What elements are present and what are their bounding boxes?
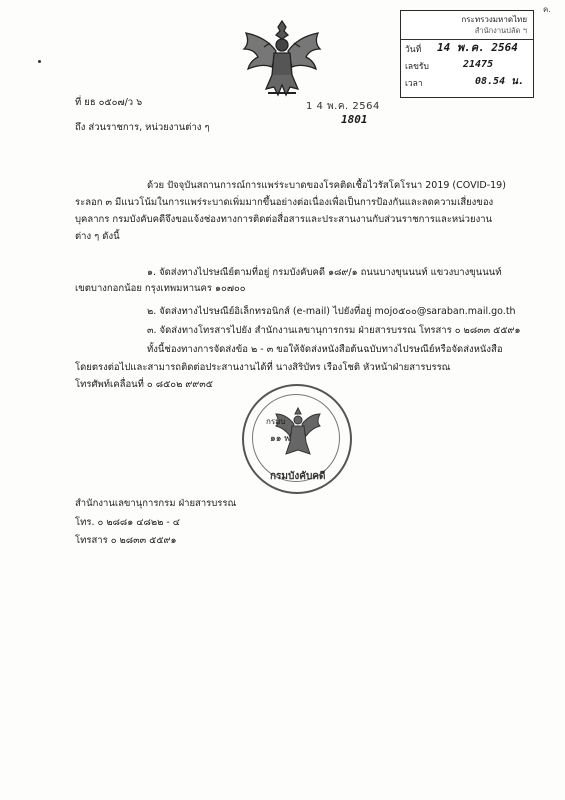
received-date-stamp: 1 4 พ.ค. 2564 [306, 101, 380, 112]
received-number-handwritten: 1801 [341, 113, 368, 126]
footer-fax: โทรสาร ๐ ๒๘๓๓ ๕๕๙๑ [75, 535, 177, 546]
para2-line1: ทั้งนี้ช่องทางการจัดส่งข้อ ๒ - ๓ ขอให้จัดส่งหนังสือต้นฉบับทางไปรษณีย์หรือจัดส่งหนังสือ [147, 344, 503, 355]
stamp-dept: สำนักงานปลัด ฯ [474, 26, 527, 35]
item1-line1: ๑. จัดส่งทางไปรษณีย์ตามที่อยู่ กรมบังคับคดี ๑๘๙/๑ ถนนบางขุนนนท์ แขวงบางขุนนนท์ [147, 267, 502, 278]
para1-line4: ต่าง ๆ ดังนี้ [75, 231, 120, 242]
stamp-org: กระทรวงมหาดไทย [461, 15, 527, 24]
to-line: ถึง ส่วนราชการ, หน่วยงานต่าง ๆ [75, 122, 210, 133]
para1-line2: ระลอก ๓ มีแนวโน้มในการแพร่ระบาดเพิ่มมากขึ้นอย่างต่อเนื่องเพื่อเป็นการป้องกันและลดความเสี่ยงของ [75, 197, 494, 208]
speck-mark [38, 60, 41, 63]
seal-date-text: ๑๑ พ [270, 434, 291, 444]
corner-note: ค. [543, 5, 551, 14]
footer-tel: โทร. ๐ ๒๘๘๑ ๔๘๒๒ - ๔ [75, 517, 180, 528]
para2-line3: โทรศัพท์เคลื่อนที่ ๐ ๘๕๐๒ ๙๙๓๕ [75, 379, 213, 390]
item1-line2: เขตบางกอกน้อย กรุงเทพมหานคร ๑๐๗๐๐ [75, 283, 246, 294]
para2-line2: โดยตรงต่อไปและสามารถติดต่อประสานงานได้ที่ นางสิริบัทร เรืองโชติ หัวหน้าฝ่ายสารบรรณ [75, 362, 451, 373]
stamp-num-value: 21475 [463, 59, 494, 70]
ref-number: ที่ ยธ ๐๕๐๗/ว ๖ [75, 97, 143, 108]
stamp-time-value: 08.54 น. [475, 76, 524, 87]
stamp-num-label: เลขรับ [405, 62, 429, 72]
item3-fax: ๓. จัดส่งทางโทรสารไปยัง สำนักงานเลขานุการกรม ฝ่ายสารบรรณ โทรสาร ๐ ๒๘๓๓ ๕๕๙๑ [147, 325, 521, 336]
stamp-time-label: เวลา [405, 79, 423, 89]
stamp-day-label: วันที่ [405, 45, 422, 55]
item2-email: ๒. จัดส่งทางไปรษณีย์อิเล็กทรอนิกส์ (e-mail) ไปยังที่อยู่ mojo๕๐๐@saraban.mail.go.th [147, 306, 516, 317]
official-seal [242, 384, 352, 494]
para1-line1: ด้วย ปัจจุบันสถานการณ์การแพร่ระบาดของโรคติดเชื้อไวรัสโคโรนา 2019 (COVID-19) [147, 180, 506, 191]
para1-line3: บุคลากร กรมบังคับคดีจึงขอแจ้งช่องทางการติดต่อสื่อสารและประสานงานกับส่วนราชการและหน่วยงาน [75, 214, 493, 225]
stamp-day-value: 14 พ.ค. 2564 [437, 41, 518, 54]
receiving-stamp [400, 10, 534, 98]
footer-office: สำนักงานเลขานุการกรม ฝ่ายสารบรรณ [75, 498, 237, 509]
garuda-emblem-icon [236, 17, 328, 101]
seal-ring-text: กรมบังคับคดี [270, 471, 326, 482]
seal-top-text: กรมบ [266, 417, 286, 426]
